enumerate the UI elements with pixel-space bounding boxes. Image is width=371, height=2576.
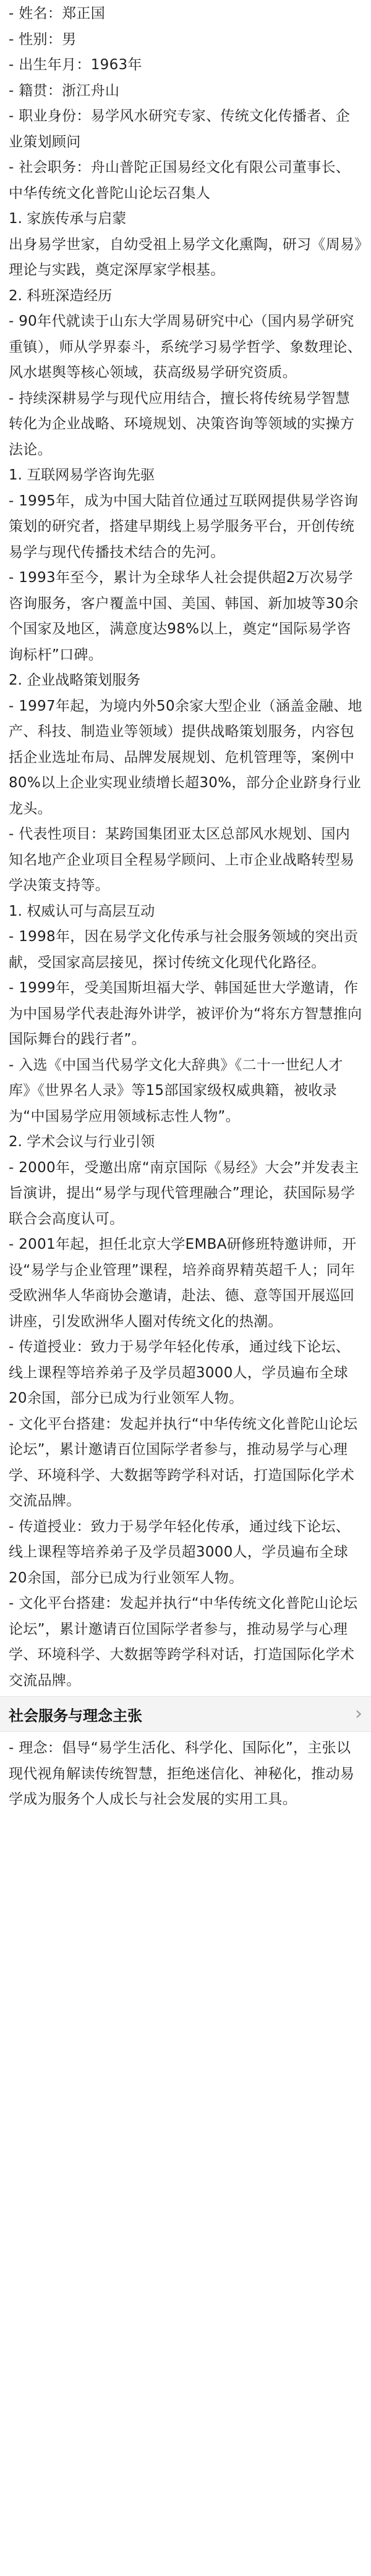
section-paragraph: - 文化平台搭建：发起并执行“中华传统文化普陀山论坛论坛”，累计邀请百位国际学者参与，推动易学与心理学、环境科学、大数据等跨学科对话，打造国际化学术交流品牌。 (9, 1416, 358, 1509)
section-heading: 2. 学术会议与行业引领 (9, 1134, 155, 1150)
section-paragraph: - 代表性项目：某跨国集团亚太区总部风水规划、国内知名地产企业项目全程易学顾问、上市企业战略转型易学决策支持等。 (9, 826, 355, 893)
section-paragraph: - 90年代就读于山东大学周易研究中心（国内易学研究重镇），师从学界泰斗，系统学习易学哲学、象数理论、风水堪舆等核心领域，获高级易学研究资质。 (9, 313, 362, 381)
section (9, 1130, 362, 1694)
section-paragraph: - 入选《中国当代易学文化大辞典》《二十一世纪人才库》《世界名人录》等15部国家级权威典籍，被收录为“中国易学应用领域标志性人物”。 (9, 1057, 343, 1125)
bio-line: - 出生年月：1963年 (9, 57, 142, 73)
section (9, 206, 362, 284)
section-heading: 1. 家族传承与启蒙 (9, 211, 127, 227)
section-heading: 1. 权威认可与高层互动 (9, 903, 155, 919)
section-paragraph: 出身易学世家，自幼受祖上易学文化熏陶，研习《周易》理论与实践，奠定深厚家学根基。 (9, 236, 362, 278)
bio-line: - 籍贯：浙江舟山 (9, 82, 120, 99)
section (9, 668, 362, 899)
section-paragraph: - 文化平台搭建：发起并执行“中华传统文化普陀山论坛论坛”，累计邀请百位国际学者参与，推动易学与心理学、环境科学、大数据等跨学科对话，打造国际化学术交流品牌。 (9, 1595, 358, 1689)
bio-line: - 社会职务：舟山普陀正国易经文化有限公司董事长、中华传统文化普陀山论坛召集人 (9, 159, 351, 201)
section-heading: 1. 互联网易学咨询先驱 (9, 467, 155, 483)
section-paragraph: - 理念：倡导“易学生活化、科学化、国际化”，主张以现代视角解读传统智慧，拒绝迷信化、神秘化，推动易学成为服务个人成长与社会发展的实用工具。 (9, 1740, 355, 1807)
bio-line: - 性别：男 (9, 31, 77, 48)
section-paragraph: - 1997年起，为境内外50余家大型企业（涵盖金融、地产、科技、制造业等领域）提供战略策划服务，内容包括企业选址布局、品牌发展规划、危机管理等，案例中80%以上企业实现业绩增长超30%，部分企业跻身行业龙头。 (9, 698, 362, 817)
section (9, 463, 362, 668)
section-paragraph: - 1998年，因在易学文化传承与社会服务领域的突出贡献，受国家高层接见，探讨传统文化现代化路径。 (9, 929, 359, 971)
closing-section (9, 1736, 362, 1813)
section-heading: 2. 科班深造经历 (9, 287, 113, 304)
chevron-right-icon[interactable]: › (355, 1703, 362, 1725)
section-paragraph: - 传道授业：致力于易学年轻化传承，通过线下论坛、线上课程等培养弟子及学员超3000人，学员遍布全球20余国，部分已成为行业领军人物。 (9, 1339, 351, 1406)
bio-line: - 姓名：郑正国 (9, 6, 106, 22)
section-paragraph: - 2001年起，担任北京大学EMBA研修班特邀讲师，开设“易学与企业管理”课程，培养商界精英超千人；同年受欧洲华人华商协会邀请，赴法、德、意等国开展巡回讲座，引发欧洲华人圈对传统文化的热潮。 (9, 1236, 357, 1330)
section-paragraph: - 持续深耕易学与现代应用结合，擅长将传统易学智慧转化为企业战略、环境规划、决策咨询等领域的实操方法论。 (9, 390, 355, 458)
section-paragraph: - 2000年，受邀出席“南京国际《易经》大会”并发表主旨演讲，提出“易学与现代管理融合”理论，获国际易学联合会高度认可。 (9, 1159, 359, 1227)
section-heading: 2. 企业战略策划服务 (9, 672, 141, 688)
collapsible-section-header[interactable] (0, 1696, 371, 1732)
bio-line: - 职业身份：易学风水研究专家、传统文化传播者、企业策划顾问 (9, 108, 351, 150)
section-paragraph: - 1995年，成为中国大陆首位通过互联网提供易学咨询策划的研究者，搭建早期线上易学服务平台，开创传统易学与现代传播技术结合的先河。 (9, 492, 359, 560)
section (9, 899, 362, 1130)
section-paragraph: - 1999年，受美国斯坦福大学、韩国延世大学邀请，作为中国易学代表赴海外讲学，被评价为“将东方智慧推向国际舞台的践行者”。 (9, 980, 362, 1047)
section (9, 284, 362, 463)
section-paragraph: - 1993年至今，累计为全球华人社会提供超2万次易学咨询服务，客户覆盖中国、美国、韩国、新加坡等30余个国家及地区，满意度达98%以上，奠定“国际易学咨询标杆”口碑。 (9, 570, 359, 663)
bio-block (9, 1, 362, 206)
section-bar-title: 社会服务与理念主张 (9, 1707, 142, 1725)
section-paragraph: - 传道授业：致力于易学年轻化传承，通过线下论坛、线上课程等培养弟子及学员超3000人，学员遍布全球20余国，部分已成为行业领军人物。 (9, 1518, 351, 1586)
